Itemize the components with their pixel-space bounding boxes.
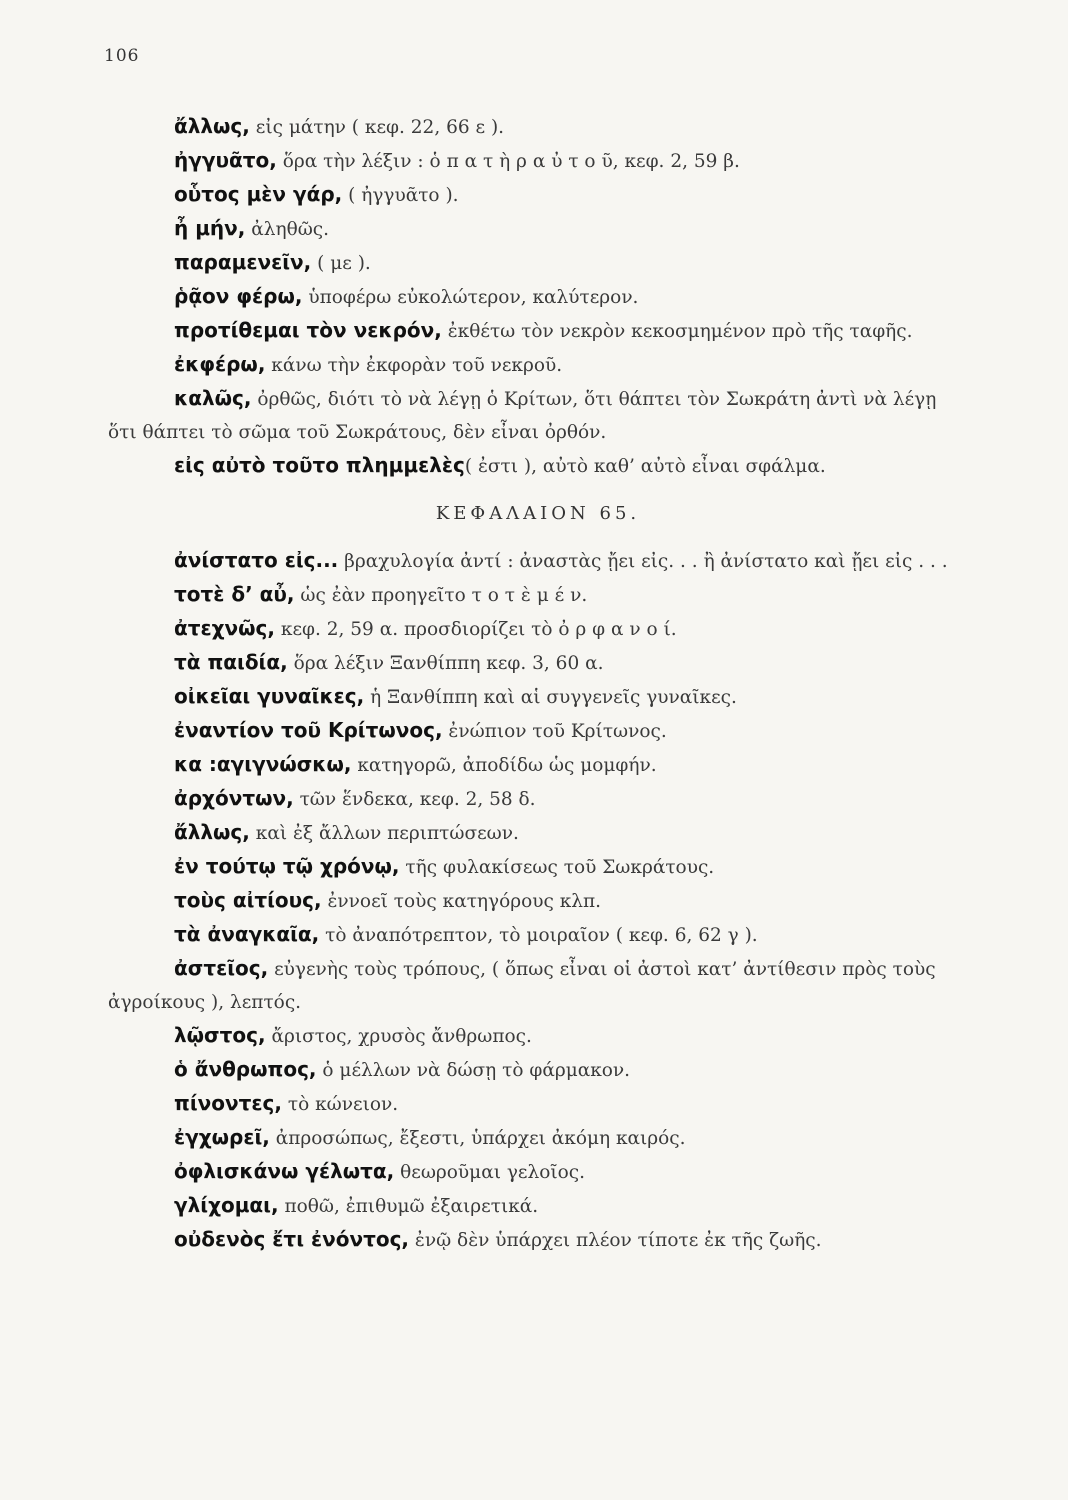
entry-gloss: ὁ μέλλων νὰ δώσῃ τὸ φάρμακον. xyxy=(316,1060,631,1081)
entry-gloss: ἡ Ξανθίππη καὶ αἱ συγγενεῖς γυναῖκες. xyxy=(364,687,737,708)
entry-headword: τὰ ἀναγκαῖα, xyxy=(174,922,320,946)
glossary-entry xyxy=(108,212,968,246)
glossary-entry xyxy=(108,314,968,348)
glossary-entry xyxy=(108,1155,968,1189)
entry-headword: οὐδενὸς ἔτι ἐνόντος, xyxy=(174,1227,410,1251)
glossary-entry xyxy=(108,110,968,144)
entry-headword: ῥᾷον φέρω, xyxy=(174,284,303,308)
entry-headword: ἀρχόντων, xyxy=(174,786,294,810)
glossary-section-1 xyxy=(108,110,968,483)
entry-gloss: ἐνῷ δὲν ὑπάρχει πλέον τίποτε ἐκ τῆς ζωῆς. xyxy=(409,1230,822,1251)
entry-gloss: τῶν ἕνδεκα, κεφ. 2, 58 δ. xyxy=(293,789,536,810)
glossary-entry xyxy=(108,748,968,782)
entry-gloss: ὡς ἐὰν προηγεῖτο τ ο τ ὲ μ έ ν. xyxy=(294,585,588,606)
entry-headword: ἀνίστατο εἰς... xyxy=(174,548,339,572)
entry-gloss: ὀρθῶς, διότι τὸ νὰ λέγῃ ὁ Κρίτων, ὅτι θάπτει τὸν Σωκράτη ἀντὶ νὰ λέγῃ ὅτι θάπτει τὸ σῶμα τοῦ Σωκράτους, δὲν εἶναι ὀρθόν. xyxy=(108,389,937,443)
entry-headword: ἀστεῖος, xyxy=(174,956,269,980)
entry-gloss: ( ἠγγυᾶτο ). xyxy=(342,185,459,206)
glossary-entry xyxy=(108,612,968,646)
entry-gloss: ἄριστος, χρυσὸς ἄνθρωπος. xyxy=(265,1026,532,1047)
glossary-entry xyxy=(108,246,968,280)
entry-gloss: κεφ. 2, 59 α. προσδιορίζει τὸ ὀ ρ φ α ν ο ί. xyxy=(275,619,677,640)
glossary-entry xyxy=(108,884,968,918)
entry-headword: κα :αγιγνώσκω, xyxy=(174,752,352,776)
entry-headword: ἐν τούτῳ τῷ χρόνῳ, xyxy=(174,854,400,878)
entry-gloss: βραχυλογία ἀντί : ἀναστὰς ᾔει εἰς. . . ἢ ἀνίστατο καὶ ᾔει εἰς . . . xyxy=(338,551,948,572)
entry-headword: τοὺς αἰτίους, xyxy=(174,888,322,912)
entry-headword: ἦ μήν, xyxy=(174,216,246,240)
glossary-section-2 xyxy=(108,544,968,1257)
entry-gloss: ἐκθέτω τὸν νεκρὸν κεκοσμημένον πρὸ τῆς ταφῆς. xyxy=(441,321,913,342)
entry-headword: ἐγχωρεῖ, xyxy=(174,1125,270,1149)
entry-headword: ἄλλως, xyxy=(174,114,250,138)
glossary-entry xyxy=(108,578,968,612)
entry-headword: ἐναντίον τοῦ Κρίτωνος, xyxy=(174,718,443,742)
glossary-entry xyxy=(108,382,968,449)
entry-gloss: θεωροῦμαι γελοῖος. xyxy=(394,1162,585,1183)
glossary-entry xyxy=(108,1121,968,1155)
entry-headword: ἄλλως, xyxy=(174,820,250,844)
glossary-entry xyxy=(108,952,968,1019)
glossary-entry xyxy=(108,918,968,952)
entry-gloss: εὐγενὴς τοὺς τρόπους, ( ὅπως εἶναι οἱ ἀστοὶ κατ’ ἀντίθεσιν πρὸς τοὺς ἀγροίκους ), λεπτός. xyxy=(108,959,936,1013)
glossary-entry xyxy=(108,782,968,816)
entry-gloss: εἰς μάτην ( κεφ. 22, 66 ε ). xyxy=(249,117,505,138)
entry-gloss: κατηγορῶ, ἀποδίδω ὡς μομφήν. xyxy=(351,755,657,776)
entry-headword: παραμενεῖν, xyxy=(174,250,312,274)
entry-gloss: ἐνώπιον τοῦ Κρίτωνος. xyxy=(442,721,667,742)
entry-headword: γλίχομαι, xyxy=(174,1193,279,1217)
glossary-entry xyxy=(108,646,968,680)
entry-headword: ἀτεχνῶς, xyxy=(174,616,275,640)
entry-gloss: ποθῶ, ἐπιθυμῶ ἐξαιρετικά. xyxy=(278,1196,539,1217)
entry-gloss: τῆς φυλακίσεως τοῦ Σωκράτους. xyxy=(399,857,715,878)
entry-gloss: ἀληθῶς. xyxy=(245,219,330,240)
entry-gloss: κάνω τὴν ἐκφορὰν τοῦ νεκροῦ. xyxy=(265,355,563,376)
glossary-entry xyxy=(108,1053,968,1087)
entry-headword: οὗτος μὲν γάρ, xyxy=(174,182,343,206)
entry-gloss: ὑποφέρω εὐκολώτερον, καλύτερον. xyxy=(302,287,639,308)
glossary-entry xyxy=(108,1223,968,1257)
entry-gloss: τὸ κώνειον. xyxy=(281,1094,399,1115)
entry-headword: τὰ παιδία, xyxy=(174,650,288,674)
page-number: 106 xyxy=(104,46,140,66)
glossary-entry xyxy=(108,449,968,483)
glossary-entry xyxy=(108,1087,968,1121)
glossary-entry xyxy=(108,714,968,748)
entry-headword: τοτὲ δ’ αὖ, xyxy=(174,582,295,606)
entry-headword: ὁ ἄνθρωπος, xyxy=(174,1057,317,1081)
entry-headword: ὀφλισκάνω γέλωτα, xyxy=(174,1159,395,1183)
entry-gloss: ( ἐστι ), αὐτὸ καθ’ αὐτὸ εἶναι σφάλμα. xyxy=(464,456,826,477)
glossary-entry xyxy=(108,178,968,212)
glossary-entry xyxy=(108,680,968,714)
glossary-entry xyxy=(108,850,968,884)
entry-headword: ἠγγυᾶτο, xyxy=(174,148,277,172)
entry-headword: προτίθεμαι τὸν νεκρόν, xyxy=(174,318,442,342)
entry-gloss: ὅρα τὴν λέξιν : ὁ π α τ ὴ ρ α ὐ τ ο ῦ, κεφ. 2, 59 β. xyxy=(276,151,740,172)
page-body xyxy=(108,110,968,1257)
entry-gloss: ἐννοεῖ τοὺς κατηγόρους κλπ. xyxy=(321,891,602,912)
glossary-entry xyxy=(108,1019,968,1053)
chapter-heading: ΚΕΦΑΛΑΙΟΝ 65. xyxy=(435,503,641,524)
entry-headword: οἰκεῖαι γυναῖκες, xyxy=(174,684,365,708)
entry-headword: καλῶς, xyxy=(174,386,252,410)
entry-gloss: ὅρα λέξιν Ξανθίππη κεφ. 3, 60 α. xyxy=(287,653,604,674)
entry-headword: λῷστος, xyxy=(174,1023,266,1047)
entry-gloss: καὶ ἐξ ἄλλων περιπτώσεων. xyxy=(249,823,519,844)
entry-headword: πίνοντες, xyxy=(174,1091,282,1115)
entry-headword: εἰς αὐτὸ τοῦτο πλημμελὲς xyxy=(174,453,465,477)
glossary-entry xyxy=(108,544,968,578)
glossary-entry xyxy=(108,144,968,178)
glossary-entry xyxy=(108,348,968,382)
entry-gloss: τὸ ἀναπότρεπτον, τὸ μοιραῖον ( κεφ. 6, 62 γ ). xyxy=(319,925,758,946)
entry-headword: ἐκφέρω, xyxy=(174,352,266,376)
glossary-entry xyxy=(108,280,968,314)
glossary-entry xyxy=(108,1189,968,1223)
glossary-entry xyxy=(108,816,968,850)
entry-gloss: ( με ). xyxy=(311,253,371,274)
entry-gloss: ἀπροσώπως, ἔξεστι, ὑπάρχει ἀκόμη καιρός. xyxy=(269,1128,686,1149)
